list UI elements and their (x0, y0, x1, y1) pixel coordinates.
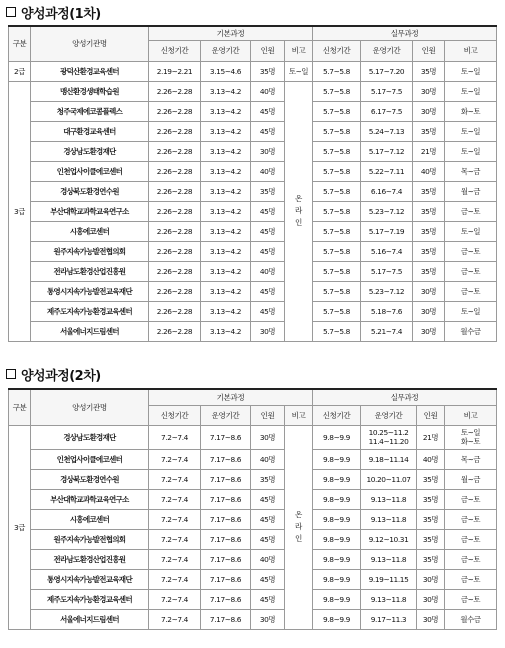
practice-operate-cell: 5.17~7.5 (361, 261, 413, 281)
grade-cell: 2급 (9, 61, 31, 81)
basic-count-cell: 45명 (251, 121, 285, 141)
basic-apply-cell: 2.26~2.28 (149, 121, 201, 141)
practice-note-cell: 토~일 (445, 81, 497, 101)
practice-operate-cell: 5.23~7.12 (361, 201, 413, 221)
basic-apply-cell: 2.26~2.28 (149, 261, 201, 281)
practice-note-cell: 토~일 (445, 121, 497, 141)
practice-note-cell: 금~토 (445, 281, 497, 301)
basic-count-cell: 40명 (251, 81, 285, 101)
practice-operate-cell-line: 10.25~11.2 (368, 428, 409, 437)
org-cell: 제주도지속가능환경교육센터 (31, 589, 149, 609)
basic-apply-cell: 2.26~2.28 (149, 221, 201, 241)
practice-operate-cell: 5.23~7.12 (361, 281, 413, 301)
basic-count-cell: 45명 (251, 101, 285, 121)
practice-apply-cell: 5.7~5.8 (313, 121, 361, 141)
header-practice-note: 비고 (445, 405, 497, 425)
practice-apply-cell: 5.7~5.8 (313, 161, 361, 181)
basic-operate-cell: 3.15~4.6 (201, 61, 251, 81)
basic-count-cell: 35명 (251, 61, 285, 81)
practice-note-cell: 월~금 (445, 469, 497, 489)
basic-count-cell: 45명 (251, 509, 285, 529)
table-row (9, 549, 497, 569)
basic-operate-cell: 7.17~8.6 (201, 469, 251, 489)
basic-count-cell: 35명 (251, 181, 285, 201)
table-row (9, 121, 497, 141)
online-note-cell (285, 425, 313, 629)
practice-note-cell: 토~일 (445, 141, 497, 161)
practice-apply-cell: 9.8~9.9 (313, 569, 361, 589)
basic-operate-cell: 7.17~8.6 (201, 529, 251, 549)
section1-title (6, 3, 101, 21)
practice-apply-cell: 5.7~5.8 (313, 101, 361, 121)
practice-note-cell (445, 425, 497, 449)
basic-apply-cell: 2.26~2.28 (149, 81, 201, 101)
basic-count-cell: 40명 (251, 261, 285, 281)
practice-operate-cell: 9.12~10.31 (361, 529, 417, 549)
table-row (9, 81, 497, 101)
basic-count-cell: 30명 (251, 609, 285, 629)
header-basic-note: 비고 (285, 40, 313, 61)
checkbox-square-icon (6, 369, 16, 379)
practice-count-cell: 35명 (413, 201, 445, 221)
practice-operate-cell (361, 425, 417, 449)
practice-apply-cell: 5.7~5.8 (313, 181, 361, 201)
org-cell: 경상북도환경연수원 (31, 181, 149, 201)
org-cell: 서울에너지드림센터 (31, 609, 149, 629)
basic-apply-cell: 2.26~2.28 (149, 141, 201, 161)
practice-apply-cell: 9.8~9.9 (313, 529, 361, 549)
table-row (9, 609, 497, 629)
practice-note-cell: 금~토 (445, 261, 497, 281)
header-practice-note: 비고 (445, 40, 497, 61)
practice-note-cell: 토~일 (445, 61, 497, 81)
org-cell: 경상남도환경재단 (31, 141, 149, 161)
header-basic-note: 비고 (285, 405, 313, 425)
basic-operate-cell: 7.17~8.6 (201, 425, 251, 449)
table-row (9, 61, 497, 81)
practice-note-cell-line: 토~일 (460, 428, 481, 437)
practice-apply-cell: 5.7~5.8 (313, 281, 361, 301)
basic-apply-cell: 2.26~2.28 (149, 321, 201, 341)
online-note-char: 인 (295, 218, 302, 227)
practice-apply-cell: 9.8~9.9 (313, 609, 361, 629)
org-cell: 경상남도환경재단 (31, 425, 149, 449)
basic-count-cell: 45명 (251, 301, 285, 321)
header-basic-operate: 운영기간 (201, 40, 251, 61)
org-cell: 통영시지속가능발전교육재단 (31, 281, 149, 301)
header-basic-apply: 신청기간 (149, 40, 201, 61)
basic-count-cell: 45명 (251, 241, 285, 261)
basic-operate-cell: 3.13~4.2 (201, 101, 251, 121)
practice-count-cell: 35명 (417, 509, 445, 529)
practice-count-cell: 35명 (413, 241, 445, 261)
practice-apply-cell: 5.7~5.8 (313, 241, 361, 261)
org-cell: 청주국제에코콤플렉스 (31, 101, 149, 121)
practice-count-cell: 30명 (413, 301, 445, 321)
basic-count-cell: 45명 (251, 201, 285, 221)
practice-count-cell: 35명 (417, 469, 445, 489)
org-cell: 경상북도환경연수원 (31, 469, 149, 489)
basic-count-cell: 40명 (251, 549, 285, 569)
practice-count-cell: 40명 (413, 161, 445, 181)
practice-count-cell: 35명 (413, 61, 445, 81)
header-grade: 구분 (9, 389, 31, 425)
table-row (9, 449, 497, 469)
basic-apply-cell: 7.2~7.4 (149, 609, 201, 629)
basic-apply-cell: 7.2~7.4 (149, 569, 201, 589)
table-row (9, 509, 497, 529)
practice-note-cell: 월수금 (445, 321, 497, 341)
header-basic-count: 인원 (251, 405, 285, 425)
header-basic-apply: 신청기간 (149, 405, 201, 425)
org-cell: 부산대학교과학교육연구소 (31, 489, 149, 509)
grade-cell: 3급 (9, 81, 31, 341)
table-row (9, 181, 497, 201)
practice-note-cell: 금~토 (445, 589, 497, 609)
basic-operate-cell: 3.13~4.2 (201, 261, 251, 281)
practice-note-cell: 월~금 (445, 181, 497, 201)
header-practice-count: 인원 (417, 405, 445, 425)
org-cell: 부산대학교과학교육연구소 (31, 201, 149, 221)
practice-count-cell: 40명 (417, 449, 445, 469)
basic-apply-cell: 2.26~2.28 (149, 281, 201, 301)
basic-apply-cell: 7.2~7.4 (149, 589, 201, 609)
practice-apply-cell: 5.7~5.8 (313, 221, 361, 241)
practice-operate-cell: 9.19~11.15 (361, 569, 417, 589)
online-note-cell (285, 81, 313, 341)
checkbox-square-icon (6, 7, 16, 17)
practice-operate-cell-line: 11.4~11.20 (368, 437, 409, 446)
basic-apply-cell: 7.2~7.4 (149, 425, 201, 449)
practice-operate-cell: 5.17~7.20 (361, 61, 413, 81)
practice-operate-cell: 5.16~7.4 (361, 241, 413, 261)
basic-count-cell: 40명 (251, 449, 285, 469)
practice-note-cell: 금~토 (445, 241, 497, 261)
table-row (9, 589, 497, 609)
table-row (9, 261, 497, 281)
header-basic-operate: 운영기간 (201, 405, 251, 425)
table-row (9, 281, 497, 301)
basic-apply-cell: 7.2~7.4 (149, 489, 201, 509)
practice-operate-cell: 9.13~11.8 (361, 589, 417, 609)
basic-operate-cell: 3.13~4.2 (201, 301, 251, 321)
practice-operate-cell: 10.20~11.07 (361, 469, 417, 489)
header-practice-apply: 신청기간 (313, 40, 361, 61)
org-cell: 인천업사이클에코센터 (31, 161, 149, 181)
practice-operate-cell: 9.13~11.8 (361, 509, 417, 529)
practice-count-cell: 35명 (413, 221, 445, 241)
basic-apply-cell: 2.26~2.28 (149, 201, 201, 221)
table-row (9, 141, 497, 161)
basic-operate-cell: 7.17~8.6 (201, 449, 251, 469)
org-cell: 맹산환경생태학습원 (31, 81, 149, 101)
table-row (9, 221, 497, 241)
practice-apply-cell: 5.7~5.8 (313, 261, 361, 281)
practice-operate-cell: 5.17~7.19 (361, 221, 413, 241)
table-row (9, 425, 497, 449)
basic-count-cell: 45명 (251, 221, 285, 241)
basic-note-cell: 토~일 (285, 61, 313, 81)
header-basic: 기본과정 (149, 389, 313, 405)
header-practice-apply: 신청기간 (313, 405, 361, 425)
basic-apply-cell: 7.2~7.4 (149, 469, 201, 489)
header-practice: 실무과정 (313, 389, 497, 405)
header-grade: 구분 (9, 26, 31, 61)
table-row (9, 469, 497, 489)
practice-count-cell: 30명 (413, 81, 445, 101)
practice-count-cell: 30명 (417, 609, 445, 629)
header-basic-count: 인원 (251, 40, 285, 61)
basic-apply-cell: 2.26~2.28 (149, 161, 201, 181)
practice-count-cell: 30명 (413, 281, 445, 301)
table-row (9, 241, 497, 261)
basic-operate-cell: 3.13~4.2 (201, 141, 251, 161)
basic-operate-cell: 3.13~4.2 (201, 221, 251, 241)
basic-operate-cell: 3.13~4.2 (201, 121, 251, 141)
practice-note-cell: 목~금 (445, 449, 497, 469)
org-cell: 제주도지속가능환경교육센터 (31, 301, 149, 321)
practice-count-cell: 35명 (417, 529, 445, 549)
org-cell: 서울에너지드림센터 (31, 321, 149, 341)
org-cell: 시흥에코센터 (31, 221, 149, 241)
practice-operate-cell: 9.17~11.3 (361, 609, 417, 629)
basic-operate-cell: 3.13~4.2 (201, 321, 251, 341)
practice-count-cell: 35명 (413, 261, 445, 281)
practice-operate-cell: 5.17~7.12 (361, 141, 413, 161)
org-cell: 원주지속가능발전협의회 (31, 529, 149, 549)
org-cell: 통영시지속가능발전교육재단 (31, 569, 149, 589)
practice-apply-cell: 9.8~9.9 (313, 425, 361, 449)
schedule-table-1 (8, 25, 497, 342)
basic-count-cell: 30명 (251, 141, 285, 161)
practice-note-cell: 금~토 (445, 489, 497, 509)
practice-apply-cell: 9.8~9.9 (313, 589, 361, 609)
table-row (9, 101, 497, 121)
practice-count-cell: 30명 (417, 589, 445, 609)
practice-operate-cell: 5.21~7.4 (361, 321, 413, 341)
basic-count-cell: 40명 (251, 161, 285, 181)
basic-count-cell: 30명 (251, 425, 285, 449)
practice-count-cell: 35명 (417, 549, 445, 569)
table-row (9, 161, 497, 181)
basic-count-cell: 45명 (251, 489, 285, 509)
practice-count-cell: 30명 (413, 321, 445, 341)
practice-operate-cell: 9.18~11.14 (361, 449, 417, 469)
basic-operate-cell: 3.13~4.2 (201, 281, 251, 301)
table-row (9, 529, 497, 549)
practice-operate-cell: 9.13~11.8 (361, 489, 417, 509)
basic-apply-cell: 2.26~2.28 (149, 241, 201, 261)
practice-note-cell: 금~토 (445, 201, 497, 221)
org-cell: 대구환경교육센터 (31, 121, 149, 141)
basic-operate-cell: 3.13~4.2 (201, 81, 251, 101)
practice-operate-cell: 9.13~11.8 (361, 549, 417, 569)
practice-count-cell: 35명 (417, 489, 445, 509)
basic-apply-cell: 2.26~2.28 (149, 181, 201, 201)
table-row (9, 489, 497, 509)
basic-apply-cell: 7.2~7.4 (149, 549, 201, 569)
basic-apply-cell: 2.26~2.28 (149, 101, 201, 121)
table-row (9, 321, 497, 341)
practice-note-cell: 월수금 (445, 609, 497, 629)
header-org: 양성기관명 (31, 389, 149, 425)
practice-note-cell: 금~토 (445, 529, 497, 549)
practice-note-cell: 목~금 (445, 161, 497, 181)
practice-operate-cell: 5.24~7.13 (361, 121, 413, 141)
org-cell: 시흥에코센터 (31, 509, 149, 529)
grade-cell: 3급 (9, 425, 31, 629)
header-practice-count: 인원 (413, 40, 445, 61)
section2-title (6, 365, 101, 383)
org-cell: 원주지속가능발전협의회 (31, 241, 149, 261)
org-cell: 광덕산환경교육센터 (31, 61, 149, 81)
basic-operate-cell: 3.13~4.2 (201, 201, 251, 221)
practice-operate-cell: 6.16~7.4 (361, 181, 413, 201)
practice-note-cell-line: 화~토 (460, 437, 481, 446)
practice-apply-cell: 9.8~9.9 (313, 489, 361, 509)
practice-apply-cell: 5.7~5.8 (313, 141, 361, 161)
header-practice-operate: 운영기간 (361, 40, 413, 61)
basic-operate-cell: 7.17~8.6 (201, 609, 251, 629)
practice-note-cell: 금~토 (445, 569, 497, 589)
online-note-char: 온 (295, 510, 302, 519)
practice-note-cell: 금~토 (445, 549, 497, 569)
practice-operate-cell: 5.18~7.6 (361, 301, 413, 321)
online-note-char: 온 (295, 194, 302, 203)
practice-note-cell: 화~토 (445, 101, 497, 121)
table-row (9, 569, 497, 589)
basic-count-cell: 35명 (251, 469, 285, 489)
practice-count-cell: 30명 (413, 101, 445, 121)
basic-apply-cell: 7.2~7.4 (149, 449, 201, 469)
practice-operate-cell: 6.17~7.5 (361, 101, 413, 121)
basic-operate-cell: 7.17~8.6 (201, 509, 251, 529)
basic-count-cell: 45명 (251, 281, 285, 301)
basic-apply-cell: 2.19~2.21 (149, 61, 201, 81)
basic-apply-cell: 2.26~2.28 (149, 301, 201, 321)
practice-apply-cell: 9.8~9.9 (313, 509, 361, 529)
practice-count-cell: 21명 (417, 425, 445, 449)
online-note-char: 라 (295, 206, 302, 215)
basic-count-cell: 45명 (251, 529, 285, 549)
practice-apply-cell: 5.7~5.8 (313, 81, 361, 101)
online-note-char: 라 (295, 522, 302, 531)
basic-operate-cell: 3.13~4.2 (201, 161, 251, 181)
practice-apply-cell: 9.8~9.9 (313, 549, 361, 569)
basic-operate-cell: 3.13~4.2 (201, 241, 251, 261)
practice-count-cell: 30명 (417, 569, 445, 589)
org-cell: 인천업사이클에코센터 (31, 449, 149, 469)
practice-apply-cell: 5.7~5.8 (313, 321, 361, 341)
basic-operate-cell: 7.17~8.6 (201, 489, 251, 509)
org-cell: 전라남도환경산업진흥원 (31, 549, 149, 569)
table-row (9, 201, 497, 221)
practice-apply-cell: 5.7~5.8 (313, 61, 361, 81)
practice-count-cell: 21명 (413, 141, 445, 161)
practice-count-cell: 35명 (413, 181, 445, 201)
practice-count-cell: 35명 (413, 121, 445, 141)
org-cell: 전라남도환경산업진흥원 (31, 261, 149, 281)
basic-count-cell: 30명 (251, 321, 285, 341)
basic-operate-cell: 3.13~4.2 (201, 181, 251, 201)
practice-operate-cell: 5.22~7.11 (361, 161, 413, 181)
practice-note-cell: 토~일 (445, 221, 497, 241)
practice-apply-cell: 5.7~5.8 (313, 201, 361, 221)
practice-note-cell: 토~일 (445, 301, 497, 321)
online-note-char: 인 (295, 534, 302, 543)
basic-count-cell: 45명 (251, 569, 285, 589)
basic-operate-cell: 7.17~8.6 (201, 549, 251, 569)
practice-note-cell: 금~토 (445, 509, 497, 529)
basic-operate-cell: 7.17~8.6 (201, 569, 251, 589)
section1-title-text: 양성과정(1차) (21, 6, 101, 22)
basic-count-cell: 45명 (251, 589, 285, 609)
schedule-table-2 (8, 388, 497, 630)
practice-apply-cell: 5.7~5.8 (313, 301, 361, 321)
practice-operate-cell: 5.17~7.5 (361, 81, 413, 101)
basic-apply-cell: 7.2~7.4 (149, 509, 201, 529)
basic-operate-cell: 7.17~8.6 (201, 589, 251, 609)
section2-title-text: 양성과정(2차) (21, 368, 101, 384)
header-org: 양성기관명 (31, 26, 149, 61)
basic-apply-cell: 7.2~7.4 (149, 529, 201, 549)
practice-apply-cell: 9.8~9.9 (313, 469, 361, 489)
header-basic: 기본과정 (149, 26, 313, 40)
table-row (9, 301, 497, 321)
header-practice: 실무과정 (313, 26, 497, 40)
practice-apply-cell: 9.8~9.9 (313, 449, 361, 469)
header-practice-operate: 운영기간 (361, 405, 417, 425)
